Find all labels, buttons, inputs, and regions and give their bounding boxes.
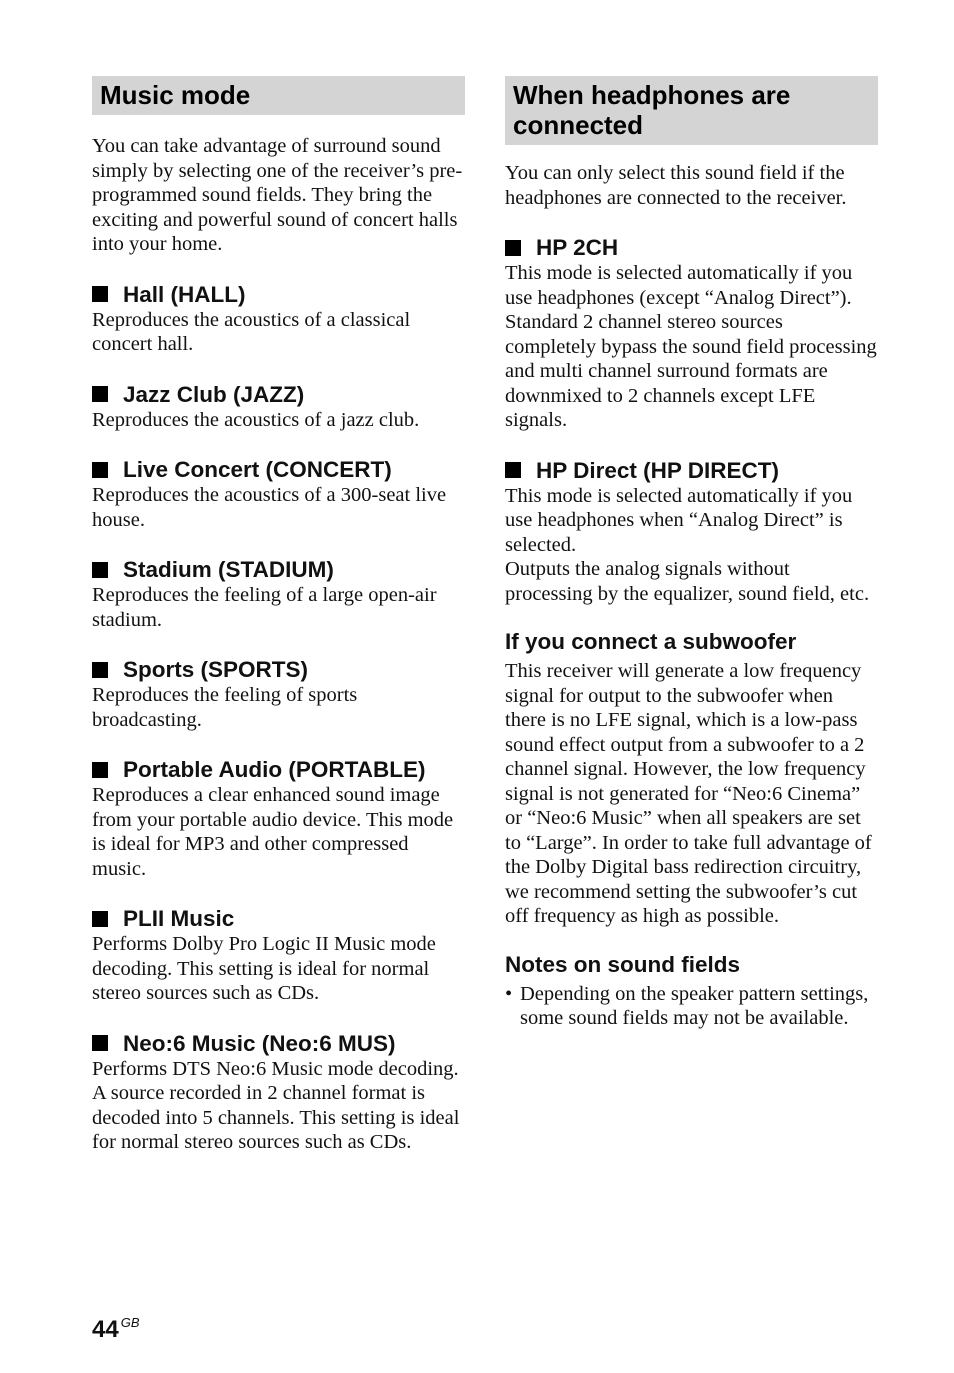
mode-title: Hall (HALL): [123, 281, 246, 307]
music-mode-intro: You can take advantage of surround sound simply by selecting one of the receiver’s pre-programmed sound fields. They bring the exciting and powerful sound of concert halls into your home.: [92, 135, 463, 255]
mode-jazz-club: [92, 381, 465, 433]
mode-title: Live Concert (CONCERT): [123, 457, 392, 482]
page-number-value: 44: [92, 1316, 119, 1343]
page-number: [92, 1308, 140, 1345]
mode-description: Reproduces the acoustics of a jazz club.: [92, 408, 420, 431]
mode-description: Performs DTS Neo:6 Music mode decoding. A source recorded in 2 channel format is decoded into 5 channels. This setting is ideal for normal stereo sources such as CDs.: [92, 1057, 460, 1153]
mode-hp-2ch: [505, 234, 878, 433]
mode-title: Neo:6 Music (Neo:6 MUS): [123, 1030, 396, 1056]
mode-description: Reproduces the feeling of a large open-air stadium.: [92, 584, 437, 631]
square-bullet-icon: [505, 240, 521, 256]
mode-title: Sports (SPORTS): [123, 657, 309, 682]
mode-title: Portable Audio (PORTABLE): [123, 757, 426, 782]
mode-title: Stadium (STADIUM): [123, 557, 334, 582]
bullet-icon: •: [505, 982, 513, 1005]
mode-title: HP 2CH: [536, 235, 619, 260]
left-column: [92, 76, 465, 1155]
notes-heading: Notes on sound fields: [505, 951, 741, 977]
mode-description: This mode is selected automatically if you use headphones (except “Analog Direct”). Standard 2 channel stereo sources completely bypass the sound field processing and multi channel surround formats are downmixed to 2 channels except LFE signals.: [505, 262, 877, 431]
square-bullet-icon: [92, 1035, 108, 1051]
subwoofer-heading: If you connect a subwoofer: [505, 629, 797, 654]
region-code: GB: [120, 1315, 140, 1330]
mode-title: Jazz Club (JAZZ): [123, 381, 305, 407]
mode-plii-music: [92, 905, 465, 1006]
mode-live-concert: [92, 456, 465, 532]
mode-title: PLII Music: [123, 906, 235, 931]
mode-sports: [92, 656, 465, 732]
square-bullet-icon: [92, 286, 108, 302]
mode-hall: [92, 281, 465, 357]
mode-description-2: Outputs the analog signals without processing by the equalizer, sound field, etc.: [505, 558, 870, 605]
mode-title: HP Direct (HP DIRECT): [536, 457, 779, 483]
list-item: [505, 982, 878, 1031]
square-bullet-icon: [505, 462, 521, 478]
mode-description: Performs Dolby Pro Logic II Music mode decoding. This setting is ideal for normal stereo sources such as CDs.: [92, 933, 436, 1004]
right-column: [505, 76, 878, 1031]
headphones-intro: You can only select this sound field if the headphones are connected to the receiver.: [505, 162, 847, 209]
mode-description: Reproduces the acoustics of a classical concert hall.: [92, 308, 411, 355]
square-bullet-icon: [92, 762, 108, 778]
square-bullet-icon: [92, 462, 108, 478]
headphones-heading: When headphones are connected: [505, 76, 878, 145]
mode-stadium: [92, 556, 465, 632]
mode-neo6-music: [92, 1030, 465, 1155]
square-bullet-icon: [92, 386, 108, 402]
note-text: Depending on the speaker pattern settings, some sound fields may not be available.: [520, 982, 869, 1029]
mode-description: Reproduces the acoustics of a 300-seat live house.: [92, 484, 447, 531]
mode-description: Reproduces a clear enhanced sound image from your portable audio device. This mode is ideal for MP3 and other compressed music.: [92, 784, 454, 880]
mode-description: This mode is selected automatically if you use headphones when “Analog Direct” is selected.: [505, 484, 853, 556]
mode-portable-audio: [92, 756, 465, 881]
subwoofer-text: This receiver will generate a low frequency signal for output to the subwoofer when there is no LFE signal, which is a low-pass sound effect output from a subwoofer to a 2 channel signal. However, the low frequency signal is not generated for “Neo:6 Cinema” or “Neo:6 Music” when all speakers are set to “Large”. In order to take full advantage of the Dolby Digital bass redirection circuitry, we recommend setting the subwoofer’s cut off frequency as high as possible.: [505, 660, 872, 927]
music-mode-heading: Music mode: [92, 76, 465, 115]
square-bullet-icon: [92, 562, 108, 578]
mode-hp-direct: [505, 457, 878, 607]
square-bullet-icon: [92, 662, 108, 678]
square-bullet-icon: [92, 911, 108, 927]
mode-description: Reproduces the feeling of sports broadcasting.: [92, 684, 358, 731]
